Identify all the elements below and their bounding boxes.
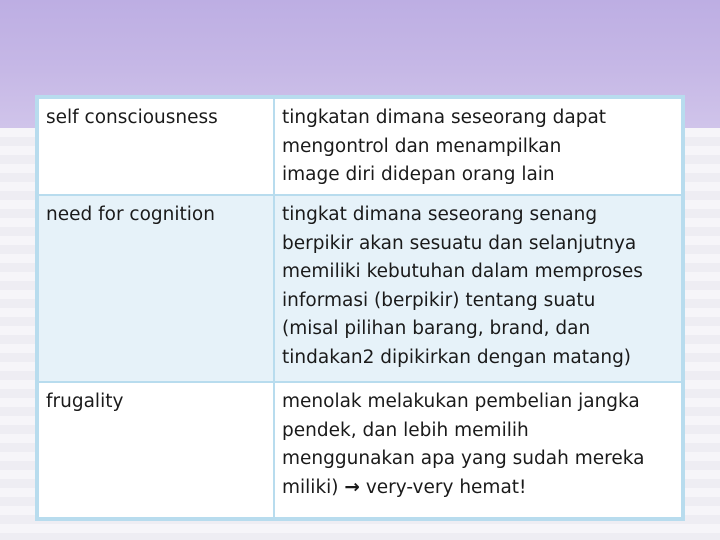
definition-text: menolak melakukan pembelian jangka pendek, dan lebih memilih menggunakan apa yang sudah mereka miliki) (282, 391, 645, 498)
definition-cell (274, 382, 682, 518)
table-row (38, 98, 682, 195)
definition-cell: tingkatan dimana seseorang dapat mengontrol dan menampilkan image diri didepan orang lain (274, 98, 682, 195)
definition-emphasis: very-very hemat! (365, 476, 527, 498)
definition-cell: tingkat dimana seseorang senang berpikir akan sesuatu dan selanjutnya memiliki kebutuhan dalam memproses informasi (berpikir) tentang suatu (misal pilihan barang, brand, dan tindakan2 dipikirkan dengan matang) (274, 195, 682, 382)
term-cell: frugality (38, 382, 274, 518)
table-row (38, 382, 682, 518)
definition-table (35, 95, 685, 521)
term-cell: need for cognition (38, 195, 274, 382)
right-arrow-icon: → (344, 476, 360, 498)
term-cell: self consciousness (38, 98, 274, 195)
definition-table-grid (37, 97, 683, 519)
table-row (38, 195, 682, 382)
